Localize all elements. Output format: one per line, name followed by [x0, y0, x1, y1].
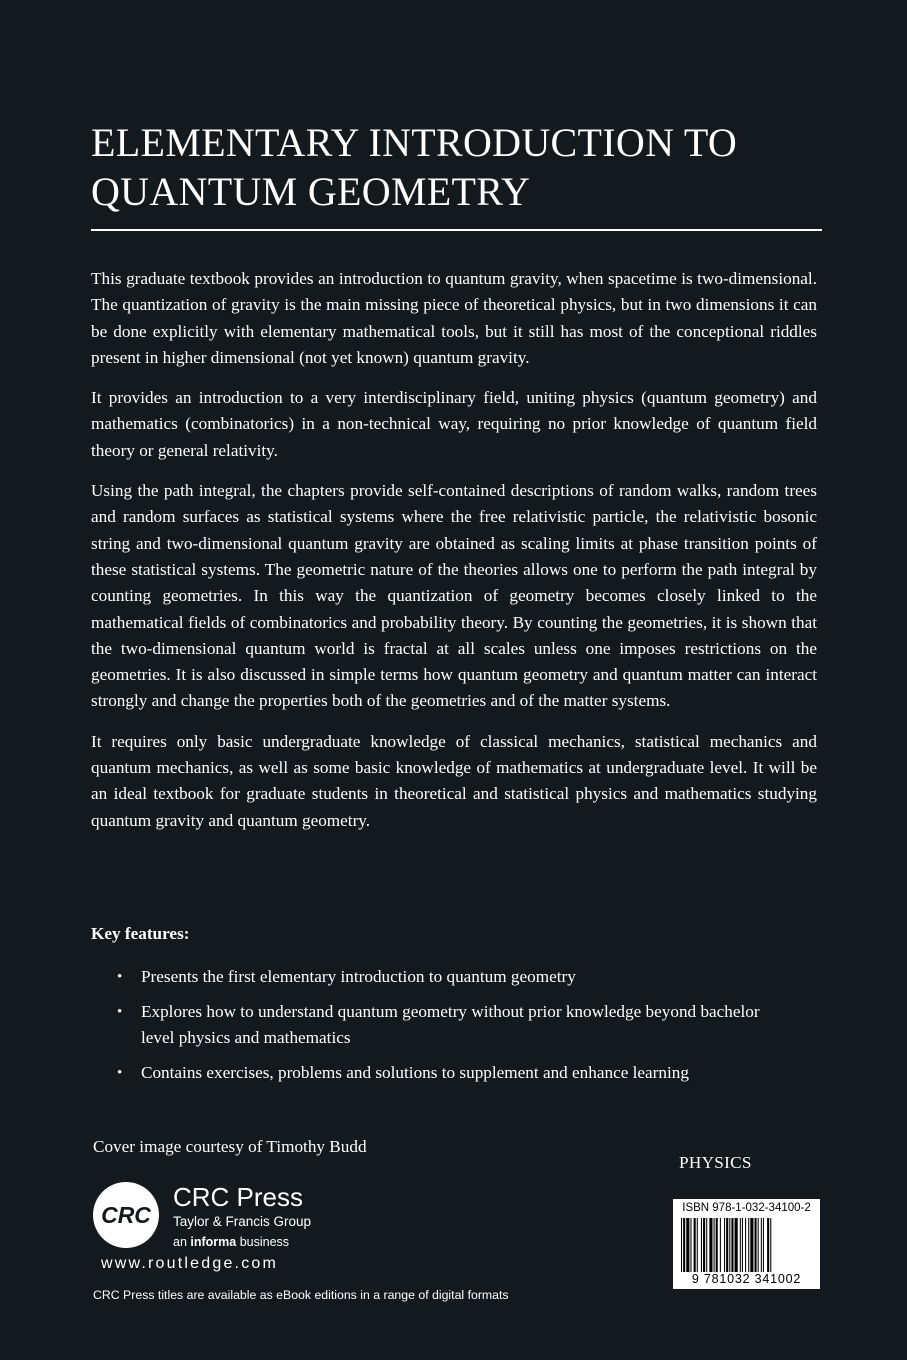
book-title [91, 118, 851, 216]
barcode-bar [703, 1218, 705, 1278]
barcode-bar [761, 1218, 762, 1278]
isbn-barcode [673, 1199, 820, 1289]
barcode-bar [697, 1218, 698, 1278]
barcode-bar [701, 1218, 702, 1278]
barcode-bar [709, 1218, 712, 1278]
crc-logo [93, 1182, 159, 1248]
barcode-bar [724, 1218, 725, 1278]
key-feature-text: Explores how to understand quantum geometry without prior knowledge beyond bachelor level physics and mathematics [141, 1002, 760, 1047]
barcode-bar [745, 1218, 746, 1278]
publisher-tagline [173, 1235, 289, 1249]
isbn-label: ISBN 978-1-032-34100-2 [682, 1202, 811, 1214]
bullet-icon: • [117, 1004, 123, 1020]
isbn-digits: 9 781032 341002 [675, 1272, 818, 1286]
barcode-bar [686, 1218, 689, 1278]
tagline-prefix: an [173, 1235, 191, 1249]
title-line-2: QUANTUM GEOMETRY [91, 169, 531, 214]
barcode-bar [706, 1218, 707, 1278]
key-feature-item [91, 964, 791, 990]
title-divider [91, 229, 822, 231]
key-feature-text: Contains exercises, problems and solutions to supplement and enhance learning [141, 1063, 689, 1082]
barcode-bar [755, 1218, 757, 1278]
barcode-bar [763, 1218, 764, 1278]
barcode-bar [758, 1218, 759, 1278]
barcode-bar [742, 1218, 743, 1278]
title-line-1: ELEMENTARY INTRODUCTION TO [91, 120, 738, 165]
publisher-name: CRC Press [173, 1182, 304, 1212]
barcode-bar [748, 1218, 749, 1278]
tagline-suffix: business [236, 1235, 290, 1249]
tagline-brand: informa [190, 1235, 237, 1249]
description-paragraph-1: This graduate textbook provides an introduction to quantum gravity, when spacetime is two-dimensional. The quantization of gravity is the main missing piece of theoretical physics, but in two dimensions it can be done explicitly with elementary mathematical tools, but it still has most of the conceptional riddles present in higher dimensional (not yet known) quantum gravity. [91, 269, 817, 367]
barcode-bar [683, 1218, 685, 1278]
barcode-bar [681, 1218, 682, 1278]
description-paragraph-2: It provides an introduction to a very interdisciplinary field, uniting physics (quantum geometry) and mathematics (combinatorics) in a non-technical way, requiring no prior knowledge of quantum field theory or general relativity. [91, 388, 817, 460]
key-features-list [91, 964, 791, 1095]
description-paragraph-3: Using the path integral, the chapters provide self-contained descriptions of random walks, random trees and random surfaces as statistical systems where the free relativistic particle, the relativistic bosonic string and two-dimensional quantum gravity are obtained as scaling limits at phase transition points of these statistical systems. The geometric nature of the theories allows one to perform the path integral by counting geometries. In this way the quantization of geometry becomes closely linked to the mathematical fields of combinatorics and probability theory. By counting the geometries, it is shown that the two-dimensional quantum world is fractal at all scales unless one imposes restrictions on the geometries. It is also discussed in simple terms how quantum geometry and quantum matter can interact strongly and change the properties both of the geometries and of the matter systems. [91, 481, 817, 711]
description-paragraph-4: It requires only basic undergraduate knowledge of classical mechanics, statistical mechanics and quantum mechanics, as well as some basic knowledge of mathematics at undergraduate level. It will be an ideal textbook for graduate students in theoretical and statistical physics and mathematics studying quantum gravity and quantum geometry. [91, 731, 817, 830]
barcode-bar [714, 1218, 715, 1278]
publisher-group: Taylor & Francis Group [173, 1214, 312, 1229]
barcode-bar [716, 1218, 718, 1278]
barcode-bar [729, 1218, 730, 1278]
barcode-bar [720, 1218, 721, 1278]
barcode-bar [731, 1218, 733, 1278]
key-feature-item [91, 999, 791, 1051]
cover-credit: Cover image courtesy of Timothy Budd [93, 1137, 367, 1156]
subject-label: PHYSICS [679, 1153, 752, 1172]
barcode-bar [750, 1218, 753, 1278]
barcode-bar [726, 1218, 728, 1278]
barcode-bar [735, 1218, 738, 1278]
barcode-bar [694, 1218, 696, 1278]
bullet-icon: • [117, 969, 123, 985]
crc-logo-text: CRC [101, 1201, 151, 1228]
key-feature-text: Presents the first elementary introduction to quantum geometry [141, 967, 576, 986]
barcode-bar [690, 1218, 691, 1278]
key-feature-item [91, 1060, 791, 1086]
barcode-bar [770, 1218, 771, 1278]
barcode-bar [740, 1218, 741, 1278]
barcode-bar [767, 1218, 769, 1278]
publisher-website: www.routledge.com [101, 1255, 279, 1272]
key-features-heading: Key features: [91, 924, 190, 943]
ebook-note: CRC Press titles are available as eBook editions in a range of digital formats [93, 1288, 509, 1302]
barcode-bars [679, 1218, 814, 1278]
bullet-icon: • [117, 1065, 123, 1081]
description [91, 266, 817, 848]
